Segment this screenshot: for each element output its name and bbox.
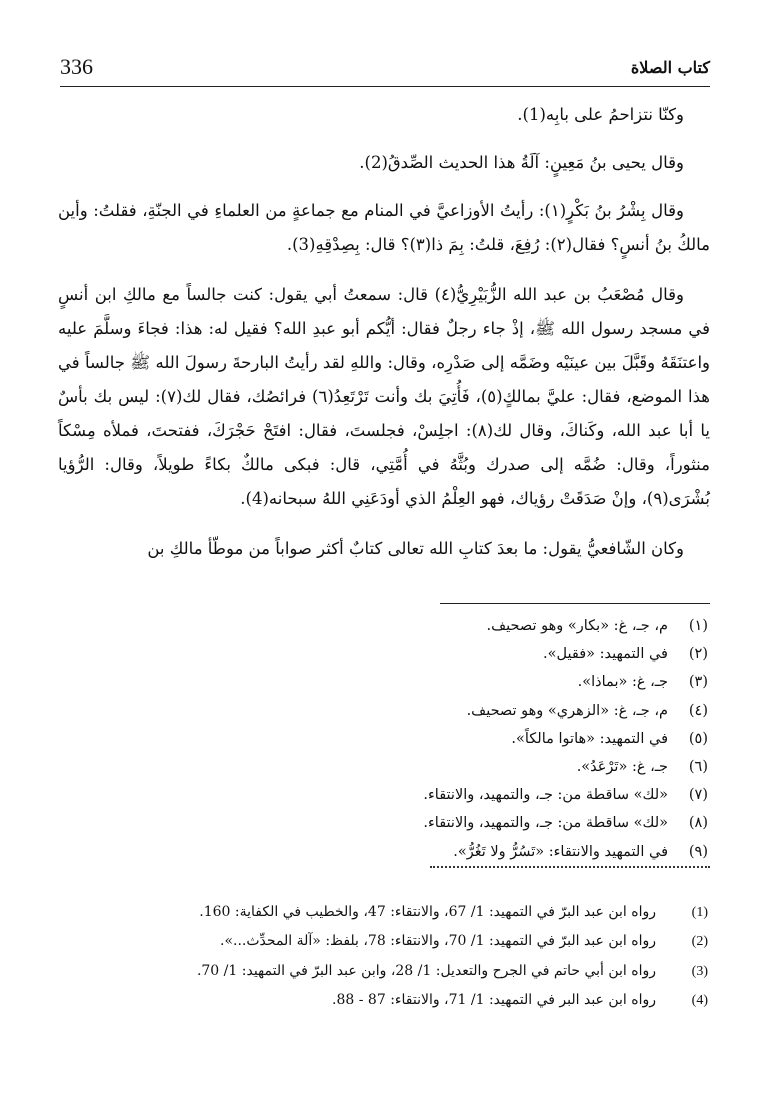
footnote-text: في التمهيد والانتقاء: «تَسُرُّ ولا تَغُرُّ». bbox=[453, 843, 668, 860]
footnote-text: م، جـ، غ: «بكار» وهو تصحيف. bbox=[486, 618, 668, 634]
footnote-text: «لك» ساقطة من: جـ، والتمهيد، والانتقاء. bbox=[423, 815, 668, 832]
reference-number: (3) bbox=[691, 963, 708, 979]
reference-text: رواه ابن أبي حاتم في الجرح والتعديل: 1/ 28، وابن عبد البرّ في التمهيد: 1/ 70. bbox=[196, 962, 656, 979]
footnote-item bbox=[60, 838, 708, 866]
reference-number: (4) bbox=[691, 993, 708, 1009]
paragraph: وقال بِشْرُ بنُ بَكْرٍ(١): رأيتُ الأوزاعيَّ في المنام مع جماعةٍ من العلماءِ في الجنّةِ، فقلتُ: وأين مالكُ بنُ أنسٍ؟ فقال(٢): رُفِعَ، قلتُ: بِمَ ذا(٣)؟ قال: بِصِدْقِهِ(3). bbox=[58, 201, 710, 254]
footnote-item bbox=[60, 809, 708, 837]
paragraph: وقال مُصْعَبُ بن عبد الله الزُّبَيْرِيُّ(٤) قال: سمعتُ أبي يقول: كنت جالساً مع مالكِ ابن أنسٍ في مسجد رسول الله ﷺ، إذْ جاء رجلٌ فقال: أيُّكم أبو عبدِ الله؟ فقيل له: هذا: فجاءَ وسلَّمَ عليه واعتنَقَهُ وقَبَّلَ بين عينَيْه وضَمَّه إلى صَدْرِه، وقال: واللهِ لقد رأيتُ البارحةَ رسولَ الله ﷺ جالساً في هذا الموضع، فقال: عليَّ بمالكٍ(٥)، فَأُتِيَ بك وأنت تَرْتَعِدُ(٦) فرائصُك، فقال لك(٧): ليس بك بأسٌ يا أبا عبد الله، وكَناكَ، وقال لك(٨): اجلِسْ، فجلستَ، فقال: افتَحْ حَجْرَكَ، ففتحتَ، فملأه مِسْكاً منثوراً، وقال: ضُمَّه إلى صدرك وبُثَّهُ في أُمَّتِي، قال: فبكى مالكٌ بكاءً طويلاً، وقال: الرُّؤيا بُشْرَى(٩)، وإنْ صَدَقَتْ رؤياك، فهو العِلْمُ الذي أودَعَنِي اللهُ سبحانه(4). bbox=[58, 285, 711, 508]
source-references bbox=[60, 898, 708, 1016]
footnote-text: جـ، غ: «بماذا». bbox=[577, 674, 668, 691]
footnote-number: (٥) bbox=[688, 730, 708, 747]
footnote-number: (٢) bbox=[688, 646, 708, 663]
dotted-separator bbox=[430, 866, 710, 868]
footnote-number: (٤) bbox=[688, 702, 708, 719]
footnote-item bbox=[60, 640, 708, 668]
paragraph: وكنّا نتزاحمُ على بابِه(1). bbox=[517, 105, 684, 124]
footnote-text: في التمهيد: «هاتوا مالكاً». bbox=[511, 730, 668, 747]
footnote-number: (٦) bbox=[688, 759, 708, 776]
footnote-item bbox=[60, 668, 708, 696]
page-header bbox=[60, 52, 710, 87]
footnote-text: جـ، غ: «تَرْعَدُ». bbox=[576, 759, 668, 776]
footnote-number: (٩) bbox=[688, 843, 708, 860]
paragraph: وقال يحيى بنُ مَعِينٍ: آلَةُ هذا الحديث الصِّدقُ(2). bbox=[359, 153, 684, 172]
footnote-item bbox=[60, 781, 708, 809]
reference-text: رواه ابن عبد البرّ في التمهيد: 1/ 70، والانتقاء: 78، بلفظ: «آلة المحدِّث...». bbox=[220, 933, 656, 950]
footnote-number: (٨) bbox=[688, 815, 708, 832]
footnotes bbox=[60, 612, 708, 866]
footnote-item bbox=[60, 697, 708, 725]
running-title: كتاب الصلاة bbox=[630, 58, 710, 77]
reference-text: رواه ابن عبد البرّ في التمهيد: 1/ 67، والانتقاء: 47، والخطيب في الكفاية: 160. bbox=[199, 904, 656, 920]
footnote-number: (٧) bbox=[688, 787, 708, 804]
footnote-text: في التمهيد: «فقيل». bbox=[543, 646, 668, 663]
footnote-separator bbox=[440, 603, 710, 604]
reference-text: رواه ابن عبد البر في التمهيد: 1/ 71، والانتقاء: 87 - 88. bbox=[332, 992, 656, 1009]
footnote-number: (١) bbox=[688, 618, 708, 634]
footnote-number: (٣) bbox=[688, 674, 708, 691]
reference-number: (1) bbox=[691, 905, 708, 920]
reference-number: (2) bbox=[691, 934, 708, 950]
footnote-text: «لك» ساقطة من: جـ، والتمهيد، والانتقاء. bbox=[423, 787, 668, 804]
reference-item bbox=[60, 986, 708, 1015]
reference-item bbox=[60, 898, 708, 927]
footnote-item bbox=[60, 725, 708, 753]
reference-item bbox=[60, 927, 708, 956]
main-text bbox=[58, 98, 710, 582]
footnote-text: م، جـ، غ: «الزهري» وهو تصحيف. bbox=[466, 702, 668, 719]
footnote-item bbox=[60, 753, 708, 781]
page-number: 336 bbox=[60, 54, 93, 79]
reference-item bbox=[60, 957, 708, 986]
footnote-item bbox=[60, 612, 708, 640]
paragraph: وكان الشّافعيُّ يقول: ما بعدَ كتابِ الله تعالى كتابٌ أكثر صواباً من موطّأ مالكِ بن bbox=[147, 539, 684, 558]
